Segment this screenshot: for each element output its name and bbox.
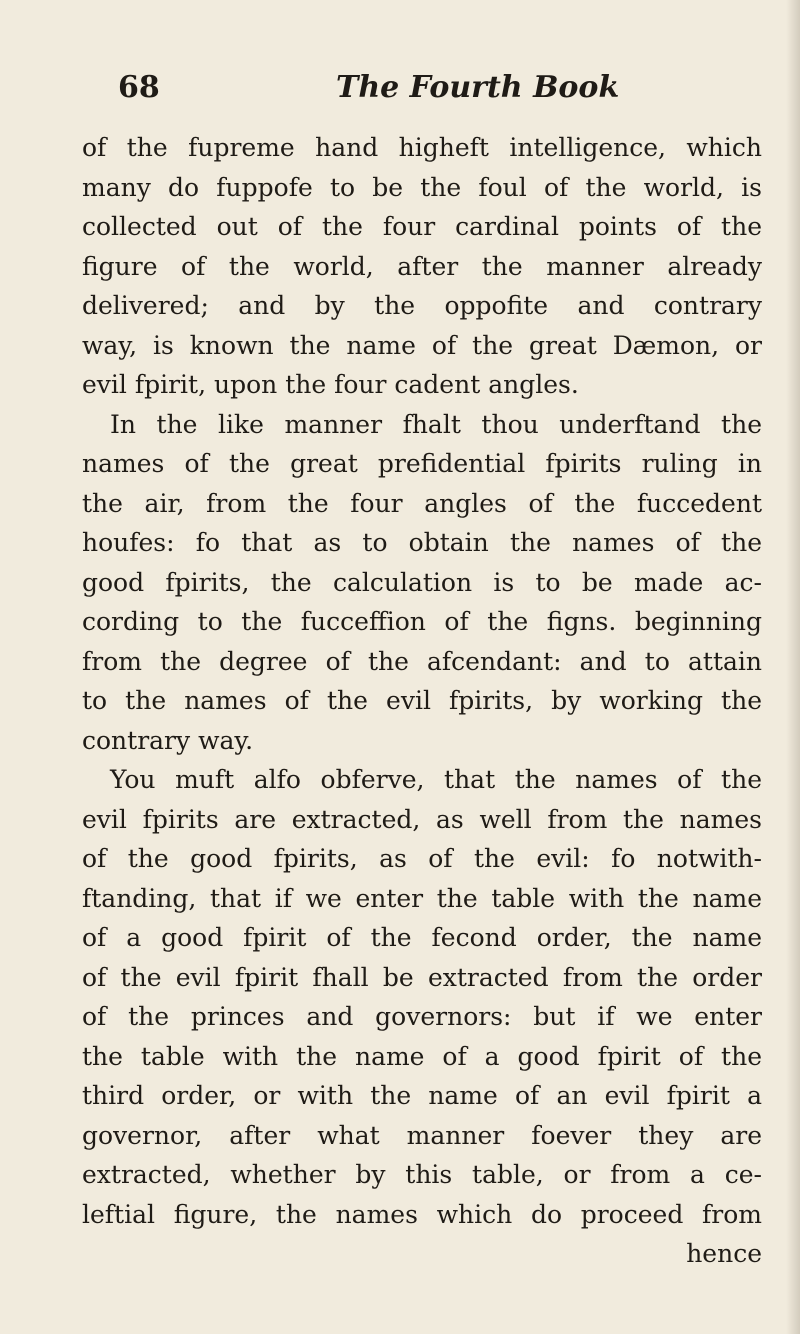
page-number: 68 xyxy=(118,70,160,105)
page-edge-shadow xyxy=(786,0,800,1334)
text-line: from the degree of the afcendant: and to attain xyxy=(82,646,762,676)
text-line: cording to the fucceffion of the figns. beginning xyxy=(82,607,762,636)
text-line: to the names of the evil fpirits, by working the xyxy=(82,686,762,715)
paragraph-start-line: In the like manner fhalt thou underftand the xyxy=(110,409,762,439)
text-line: evil fpirit, upon the four cadent angles. xyxy=(82,370,579,399)
text-line: collected out of the four cardinal points of the xyxy=(82,212,762,241)
text-line: names of the great prefidential fpirits ruling in xyxy=(82,449,762,478)
text-line: the table with the name of a good fpirit of the xyxy=(82,1041,762,1071)
running-head: The Fourth Book xyxy=(336,70,620,105)
text-line: contrary way. xyxy=(82,725,254,755)
text-line: of the fupreme hand higheft intelligence, which xyxy=(82,133,762,162)
text-line: delivered; and by the oppofite and contrary xyxy=(82,291,762,320)
text-line: houfes: fo that as to obtain the names of the xyxy=(82,528,762,557)
text-line: many do fuppofe to be the foul of the world, is xyxy=(82,172,762,202)
text-line: evil fpirits are extracted, as well from the names xyxy=(82,804,762,834)
text-line: of the princes and governors: but if we enter xyxy=(82,1002,762,1031)
text-line: governor, after what manner foever they are xyxy=(82,1120,762,1150)
body-text xyxy=(82,128,762,1274)
catchword-line: hence xyxy=(686,1239,762,1268)
text-line: third order, or with the name of an evil fpirit a xyxy=(82,1081,762,1110)
text-line: of the good fpirits, as of the evil: fo notwith- xyxy=(82,844,762,873)
text-line: the air, from the four angles of the fuccedent xyxy=(82,488,762,518)
page-header xyxy=(118,70,638,114)
text-line: figure of the world, after the manner already xyxy=(82,251,762,281)
text-line: of a good fpirit of the fecond order, the name xyxy=(82,923,762,952)
text-line: ftanding, that if we enter the table with the name xyxy=(82,883,762,913)
text-line: leftial figure, the names which do proceed from xyxy=(82,1199,762,1229)
text-line: extracted, whether by this table, or from a ce- xyxy=(82,1160,762,1189)
text-line: good fpirits, the calculation is to be made ac- xyxy=(82,567,762,597)
text-line: of the evil fpirit fhall be extracted from the order xyxy=(82,962,762,992)
paragraph-start-line: You muft alfo obferve, that the names of the xyxy=(110,765,762,794)
text-line: way, is known the name of the great Dæmon, or xyxy=(82,330,762,360)
